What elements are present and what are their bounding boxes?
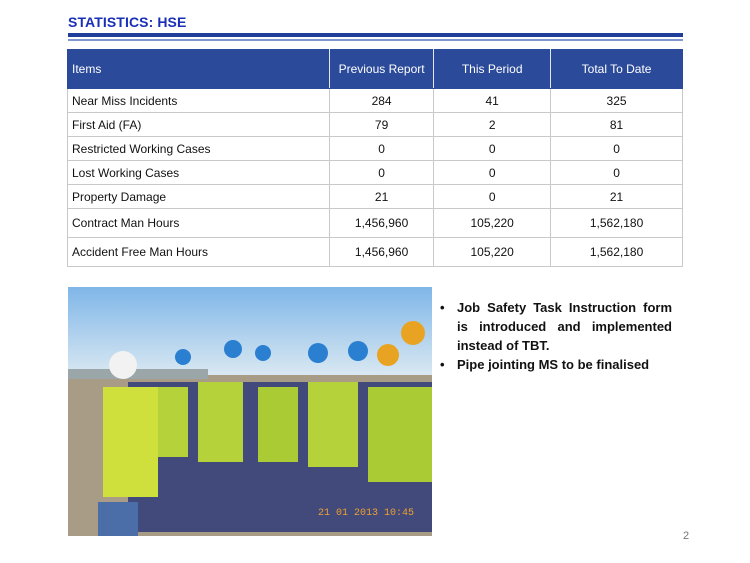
- row-previous-value: 284: [329, 89, 433, 113]
- horizon-structures: [68, 369, 208, 379]
- header-items: Items: [68, 50, 330, 89]
- slide-title: STATISTICS: HSE: [68, 14, 187, 30]
- table-row: [68, 161, 683, 185]
- bullet-marker: •: [440, 357, 445, 372]
- row-total-value: 1,562,180: [551, 209, 683, 238]
- header-total-to-date: Total To Date: [551, 50, 683, 89]
- list-item: [440, 355, 672, 374]
- row-previous-value: 0: [329, 137, 433, 161]
- row-item-label: Near Miss Incidents: [68, 89, 330, 113]
- note-text: Pipe jointing MS to be finalised: [457, 357, 650, 372]
- row-total-value: 0: [551, 137, 683, 161]
- site-toolbox-meeting-photo: [68, 287, 432, 536]
- hse-statistics-table: [67, 49, 683, 267]
- page-number: 2: [683, 530, 690, 542]
- row-total-value: 0: [551, 161, 683, 185]
- row-item-label: Accident Free Man Hours: [68, 238, 330, 267]
- note-text: Job Safety Task Instruction form is introduced and implemented instead of TBT.: [457, 300, 672, 353]
- list-item: [440, 298, 672, 355]
- row-total-value: 325: [551, 89, 683, 113]
- table-row: [68, 238, 683, 267]
- table-header-row: [68, 50, 683, 89]
- row-previous-value: 1,456,960: [329, 209, 433, 238]
- row-item-label: Property Damage: [68, 185, 330, 209]
- header-this-period: This Period: [434, 50, 551, 89]
- table-row: [68, 209, 683, 238]
- notes-list: [440, 298, 672, 374]
- bullet-marker: •: [440, 300, 445, 315]
- row-this-period-value: 2: [434, 113, 551, 137]
- row-previous-value: 1,456,960: [329, 238, 433, 267]
- row-total-value: 1,562,180: [551, 238, 683, 267]
- row-this-period-value: 0: [434, 161, 551, 185]
- row-item-label: Contract Man Hours: [68, 209, 330, 238]
- header-previous-report: Previous Report: [329, 50, 433, 89]
- row-previous-value: 21: [329, 185, 433, 209]
- row-item-label: First Aid (FA): [68, 113, 330, 137]
- title-rule-thick: [68, 33, 683, 37]
- row-this-period-value: 105,220: [434, 238, 551, 267]
- table-row: [68, 185, 683, 209]
- row-total-value: 81: [551, 113, 683, 137]
- row-this-period-value: 0: [434, 185, 551, 209]
- row-item-label: Lost Working Cases: [68, 161, 330, 185]
- row-total-value: 21: [551, 185, 683, 209]
- table-row: [68, 137, 683, 161]
- table-row: [68, 113, 683, 137]
- row-this-period-value: 105,220: [434, 209, 551, 238]
- row-previous-value: 79: [329, 113, 433, 137]
- row-this-period-value: 41: [434, 89, 551, 113]
- row-this-period-value: 0: [434, 137, 551, 161]
- row-item-label: Restricted Working Cases: [68, 137, 330, 161]
- photo-timestamp: 21 01 2013 10:45: [318, 508, 415, 519]
- row-previous-value: 0: [329, 161, 433, 185]
- title-rule-thin: [68, 39, 683, 41]
- table-row: [68, 89, 683, 113]
